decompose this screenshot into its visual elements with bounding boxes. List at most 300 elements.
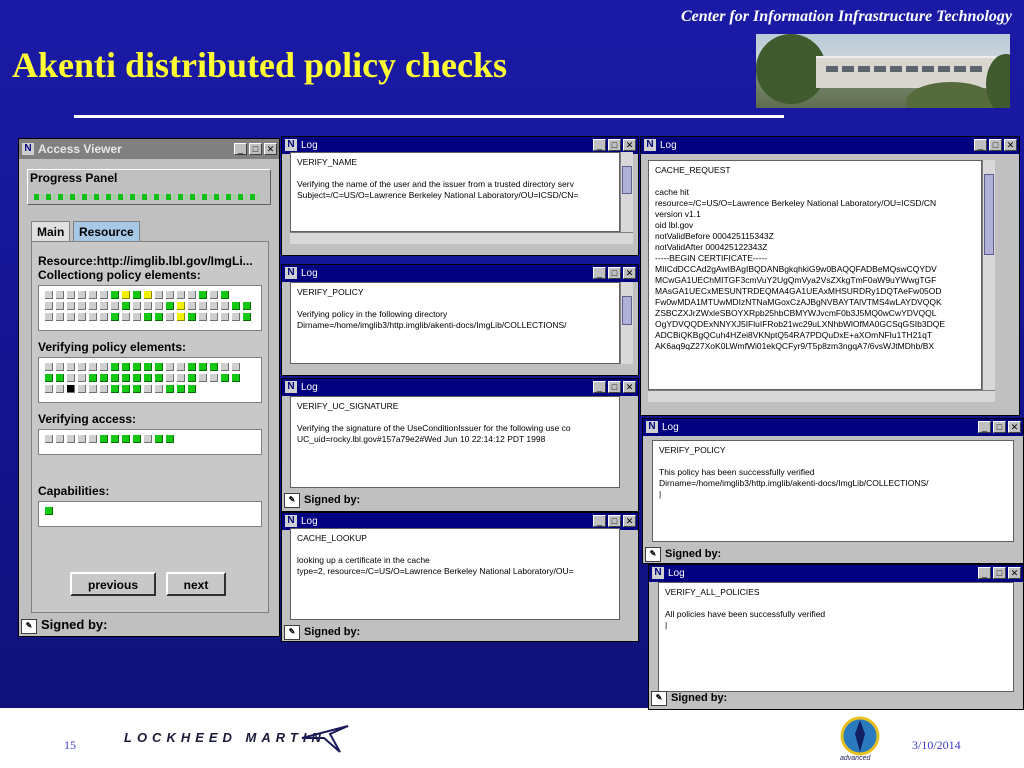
log-line: Verifying the signature of the UseConditionIssuer for the following use co <box>297 423 571 433</box>
status-square <box>89 374 97 382</box>
status-square <box>232 302 240 310</box>
progress-segment <box>118 194 123 200</box>
progress-segment <box>190 194 195 200</box>
status-square <box>45 507 53 515</box>
log-line: MCwGA1UEChMITGF3cmVuY2UgQmVya2VsZXkgTmF0aW9uYWwgTGF <box>655 275 937 285</box>
log-text[interactable] <box>290 396 620 488</box>
status-square <box>221 374 229 382</box>
status-square <box>78 435 86 443</box>
log-line: MIICdDCCAd2gAwIBAgIBQDANBgkqhkiG9w0BAQQFADBeMQswCQYDV <box>655 264 937 274</box>
progress-segment <box>106 194 111 200</box>
next-button[interactable]: next <box>166 572 226 596</box>
log-line <box>297 298 613 309</box>
status-square <box>111 302 119 310</box>
group-box <box>38 285 262 331</box>
tab-resource[interactable]: Resource <box>73 221 140 241</box>
minimize-button[interactable]: _ <box>978 567 991 579</box>
log-title: Log <box>662 422 679 433</box>
progress-segment <box>70 194 75 200</box>
status-square <box>67 302 75 310</box>
progress-panel <box>27 169 271 205</box>
progress-segment <box>58 194 63 200</box>
signed-by-bar <box>645 546 721 562</box>
status-square <box>155 385 163 393</box>
status-square <box>144 302 152 310</box>
progress-segment <box>173 194 176 200</box>
group-box <box>38 429 262 455</box>
status-row <box>43 300 252 311</box>
vertical-scrollbar[interactable] <box>620 282 633 364</box>
close-button[interactable]: ✕ <box>623 381 636 393</box>
progress-segment <box>65 194 68 200</box>
progress-segment <box>137 194 140 200</box>
signature-icon: ✎ <box>645 547 661 562</box>
group-label: Capabilities: <box>38 484 110 498</box>
vertical-scrollbar[interactable] <box>620 152 633 232</box>
status-square <box>67 435 75 443</box>
log-titlebar[interactable] <box>649 565 1023 582</box>
status-square <box>177 302 185 310</box>
status-square <box>122 302 130 310</box>
progress-segment <box>53 194 56 200</box>
maximize-button[interactable]: □ <box>608 139 621 151</box>
group-label: Collectiong policy elements: <box>38 268 201 282</box>
log-line: resource=/C=US/O=Lawrence Berkeley National Laboratory/OU=ICSD/CN <box>655 198 937 208</box>
log-line: notValidBefore 000425115343Z <box>655 231 774 241</box>
status-square <box>199 363 207 371</box>
log-line: looking up a certificate in the cache <box>297 555 430 565</box>
slide-title: Akenti distributed policy checks <box>12 45 508 85</box>
status-square <box>221 363 229 371</box>
log-line: type=2, resource=/C=US/O=Lawrence Berkeley National Laboratory/OU= <box>297 566 574 576</box>
maximize-button[interactable]: □ <box>608 381 621 393</box>
status-square <box>188 374 196 382</box>
status-square <box>111 363 119 371</box>
minimize-button[interactable]: _ <box>234 143 247 155</box>
tab-content <box>31 241 269 613</box>
log-line: Verifying the name of the user and the issuer from a trusted directory serv <box>297 179 574 189</box>
log-title: Log <box>301 382 318 393</box>
status-square <box>133 374 141 382</box>
title-rule <box>74 115 784 118</box>
maximize-button[interactable]: □ <box>608 267 621 279</box>
resource-url: Resource:http://imglib.lbl.gov/ImgLi... <box>38 254 253 268</box>
log-line: cache hit <box>655 187 690 197</box>
status-square <box>111 385 119 393</box>
close-button[interactable]: ✕ <box>1008 421 1021 433</box>
maximize-button[interactable]: □ <box>608 515 621 527</box>
status-square <box>188 313 196 321</box>
maximize-button[interactable]: □ <box>993 421 1006 433</box>
tab-main[interactable]: Main <box>31 221 70 241</box>
status-square <box>133 363 141 371</box>
progress-segment <box>185 194 188 200</box>
minimize-button[interactable]: _ <box>593 381 606 393</box>
status-square <box>78 313 86 321</box>
log-line: Subject=/C=US/O=Lawrence Berkeley National Laboratory/OU=ICSD/CN= <box>297 190 579 200</box>
minimize-button[interactable]: _ <box>974 139 987 151</box>
status-row <box>43 311 252 322</box>
log-line: Fw0wMDA1MTUwMDIzNTNaMGoxCzAJBgNVBAYTAlVTMS4wLAYDVQQK <box>655 297 942 307</box>
status-square <box>133 385 141 393</box>
status-square <box>155 313 163 321</box>
minimize-button[interactable]: _ <box>593 515 606 527</box>
log-line: oid lbl.gov <box>655 220 694 230</box>
status-square <box>67 291 75 299</box>
group-box <box>38 357 262 403</box>
status-square <box>45 385 53 393</box>
status-square <box>188 291 196 299</box>
status-square <box>56 374 64 382</box>
status-square <box>122 435 130 443</box>
log-line: CACHE_REQUEST <box>655 165 731 175</box>
tab-strip <box>31 221 271 243</box>
progress-segment <box>197 194 200 200</box>
access-viewer-window <box>18 138 280 637</box>
status-square <box>133 302 141 310</box>
scroll-thumb[interactable] <box>622 296 632 325</box>
status-square <box>166 313 174 321</box>
signature-icon: ✎ <box>284 493 300 508</box>
log-line: CACHE_LOOKUP <box>297 533 367 543</box>
status-square <box>45 313 53 321</box>
status-square <box>111 291 119 299</box>
progress-segment <box>221 194 224 200</box>
group-label: Verifying access: <box>38 412 137 426</box>
status-square <box>45 363 53 371</box>
minimize-button[interactable]: _ <box>593 267 606 279</box>
status-square <box>210 302 218 310</box>
status-row <box>43 361 241 372</box>
status-square <box>122 374 130 382</box>
log-text[interactable] <box>648 160 982 390</box>
status-square <box>155 363 163 371</box>
minimize-button[interactable]: _ <box>593 139 606 151</box>
status-square <box>221 302 229 310</box>
lockheed-martin-logo: LOCKHEED MARTIN <box>124 730 326 745</box>
signed-label: Signed by: <box>41 617 108 632</box>
log-line: Dirname=/home/imglib3/http.imglib/akenti-docs/ImgLib/COLLECTIONS/ <box>297 320 567 330</box>
status-square <box>56 291 64 299</box>
status-square <box>78 302 86 310</box>
log-line <box>659 456 1007 467</box>
status-square <box>45 435 53 443</box>
log-line: OgYDVQQDExNNYXJ5IFluIFRob21wc29uLXNhbWlOfMA0GCSqGSIb3DQE <box>655 319 946 329</box>
log-line: VERIFY_NAME <box>297 157 357 167</box>
log-title: Log <box>668 568 685 579</box>
log-text[interactable] <box>290 282 620 364</box>
window-icon: N <box>285 515 297 527</box>
log-title: Log <box>301 268 318 279</box>
progress-segment <box>46 194 51 200</box>
signed-label: Signed by: <box>304 626 361 638</box>
signed-label: Signed by: <box>304 494 361 506</box>
log-line <box>665 598 1007 609</box>
status-square <box>111 313 119 321</box>
slide-date: 3/10/2014 <box>912 738 961 752</box>
group-label: Verifying policy elements: <box>38 340 187 354</box>
progress-segment <box>77 194 80 200</box>
log-text[interactable] <box>290 528 620 620</box>
log-title: Log <box>301 516 318 527</box>
status-square <box>166 385 174 393</box>
status-square <box>45 291 53 299</box>
scroll-thumb[interactable] <box>984 174 994 255</box>
status-square <box>122 385 130 393</box>
progress-segment <box>233 194 236 200</box>
status-square <box>210 374 218 382</box>
progress-segment <box>41 194 44 200</box>
progress-segment <box>94 194 99 200</box>
status-square <box>56 313 64 321</box>
status-square <box>78 291 86 299</box>
status-square <box>243 302 251 310</box>
window-icon: N <box>646 421 658 433</box>
signed-by-bar <box>651 690 727 706</box>
progress-segment <box>214 194 219 200</box>
log-line: VERIFY_POLICY <box>659 445 726 455</box>
log-titlebar[interactable] <box>643 419 1023 436</box>
log-title: Log <box>301 140 318 151</box>
status-square <box>45 302 53 310</box>
progress-segment <box>257 194 260 200</box>
status-square <box>188 385 196 393</box>
status-square <box>67 363 75 371</box>
log-line: version v1.1 <box>655 209 701 219</box>
status-square <box>243 313 251 321</box>
status-row <box>43 372 241 383</box>
progress-label: Progress Panel <box>30 171 118 185</box>
status-square <box>100 302 108 310</box>
signature-icon: ✎ <box>651 691 667 706</box>
status-square <box>89 302 97 310</box>
signature-icon: ✎ <box>21 619 37 634</box>
status-square <box>89 435 97 443</box>
status-square <box>45 374 53 382</box>
status-square <box>221 313 229 321</box>
status-row <box>43 289 230 300</box>
window-icon: N <box>652 567 664 579</box>
close-button[interactable]: ✕ <box>623 515 636 527</box>
status-square <box>166 291 174 299</box>
status-square <box>232 313 240 321</box>
log-titlebar[interactable] <box>282 265 638 282</box>
status-square <box>188 302 196 310</box>
status-square <box>188 363 196 371</box>
status-square <box>122 313 130 321</box>
log-line: Dirname=/home/imglib3/http.imglib/akenti-docs/ImgLib/COLLECTIONS/ <box>659 478 929 488</box>
status-square <box>144 313 152 321</box>
log-line: VERIFY_POLICY <box>297 287 364 297</box>
progress-segment <box>89 194 92 200</box>
status-square <box>199 374 207 382</box>
log-text[interactable] <box>658 582 1014 692</box>
status-square <box>56 363 64 371</box>
log-line: All policies have been successfully verified <box>665 609 826 619</box>
status-square <box>155 435 163 443</box>
close-button[interactable]: ✕ <box>264 143 277 155</box>
status-square <box>177 291 185 299</box>
status-square <box>67 374 75 382</box>
close-button[interactable]: ✕ <box>623 139 636 151</box>
window-icon: N <box>285 139 297 151</box>
status-square <box>144 385 152 393</box>
log-line <box>297 412 613 423</box>
log-line: ZSBCZXJrZWxleSBOYXRpb25hbCBMYWJvcmF0b3J5MQ0wCwYDVQQL <box>655 308 937 318</box>
progress-segment <box>101 194 104 200</box>
progress-segment <box>34 194 39 200</box>
status-row <box>43 433 175 444</box>
log-line <box>655 176 975 187</box>
log-line: ADCBiQKBgQCuh4HZei8VKNptQ54RA7PDQuDxE+aXOmNFIu1TH21qT <box>655 330 933 340</box>
status-square <box>111 435 119 443</box>
log-title: Log <box>660 140 677 151</box>
log-line: VERIFY_ALL_POLICIES <box>665 587 760 597</box>
status-square <box>122 291 130 299</box>
window-icon: N <box>644 139 656 151</box>
horizontal-scrollbar[interactable] <box>648 390 995 402</box>
status-square <box>56 385 64 393</box>
log-line: notValidAfter 000425122343Z <box>655 242 768 252</box>
status-square <box>166 302 174 310</box>
log-line: MAsGA1UECxMESUNTRDEQMA4GA1UEAxMHSURDRy1DQTAeFw05OD <box>655 286 942 296</box>
progress-segment <box>178 194 183 200</box>
status-square <box>56 302 64 310</box>
status-square <box>199 313 207 321</box>
scroll-thumb[interactable] <box>622 166 632 194</box>
status-square <box>177 363 185 371</box>
progress-segment <box>202 194 207 200</box>
close-button[interactable]: ✕ <box>623 267 636 279</box>
log-titlebar[interactable] <box>282 379 638 396</box>
status-square <box>133 313 141 321</box>
status-square <box>155 374 163 382</box>
access-viewer-titlebar[interactable] <box>19 139 279 159</box>
minimize-button[interactable]: _ <box>978 421 991 433</box>
status-square <box>155 302 163 310</box>
signed-by-bar <box>21 617 107 633</box>
progress-segment <box>130 194 135 200</box>
status-square <box>78 385 86 393</box>
progress-bar <box>34 194 260 200</box>
status-square <box>177 374 185 382</box>
status-square <box>155 291 163 299</box>
previous-button[interactable]: previous <box>70 572 156 596</box>
vertical-scrollbar[interactable] <box>982 160 995 390</box>
signed-label: Signed by: <box>671 692 728 704</box>
status-square <box>67 385 75 393</box>
log-line: Verifying policy in the following directory <box>297 309 448 319</box>
close-button[interactable]: ✕ <box>1004 139 1017 151</box>
status-square <box>100 435 108 443</box>
status-square <box>210 363 218 371</box>
status-row <box>43 383 197 394</box>
status-square <box>232 363 240 371</box>
signed-by-bar <box>284 492 360 508</box>
signed-label: Signed by: <box>665 548 722 560</box>
status-square <box>144 374 152 382</box>
status-square <box>144 291 152 299</box>
log-line <box>297 168 613 179</box>
maximize-button[interactable]: □ <box>993 567 1006 579</box>
window-icon: N <box>285 381 297 393</box>
progress-segment <box>166 194 171 200</box>
signed-by-bar <box>284 624 360 640</box>
window-icon: N <box>285 267 297 279</box>
status-square <box>111 374 119 382</box>
horizontal-scrollbar[interactable] <box>290 232 633 244</box>
progress-segment <box>226 194 231 200</box>
status-row <box>43 505 54 516</box>
status-square <box>166 374 174 382</box>
status-square <box>144 435 152 443</box>
log-line: VERIFY_UC_SIGNATURE <box>297 401 399 411</box>
status-square <box>122 363 130 371</box>
status-square <box>177 385 185 393</box>
status-square <box>199 291 207 299</box>
status-square <box>100 363 108 371</box>
progress-segment <box>245 194 248 200</box>
status-square <box>89 363 97 371</box>
status-square <box>232 374 240 382</box>
close-button[interactable]: ✕ <box>1008 567 1021 579</box>
status-square <box>166 363 174 371</box>
maximize-button[interactable]: □ <box>989 139 1002 151</box>
log-line: | <box>659 489 662 499</box>
progress-segment <box>82 194 87 200</box>
window-title: Access Viewer <box>38 142 122 156</box>
progress-segment <box>149 194 152 200</box>
status-square <box>56 435 64 443</box>
log-line <box>297 544 613 555</box>
window-icon: N <box>22 143 34 155</box>
log-line: UC_uid=rocky.lbl.gov#157a79e2#Wed Jun 10 22:14:12 PDT 1998 <box>297 434 546 444</box>
status-square <box>100 291 108 299</box>
star-logo-icon <box>300 712 350 754</box>
status-square <box>89 385 97 393</box>
status-square <box>210 291 218 299</box>
group-box <box>38 501 262 527</box>
maximize-button[interactable]: □ <box>249 143 262 155</box>
log-text[interactable] <box>290 152 620 232</box>
log-line: This policy has been successfully verified <box>659 467 815 477</box>
progress-segment <box>161 194 164 200</box>
status-square <box>177 313 185 321</box>
status-square <box>78 363 86 371</box>
log-text[interactable] <box>652 440 1014 542</box>
progress-segment <box>125 194 128 200</box>
advanced-logo-text: advanced <box>840 755 871 762</box>
progress-segment <box>209 194 212 200</box>
progress-segment <box>154 194 159 200</box>
progress-segment <box>238 194 243 200</box>
log-line: | <box>665 620 668 630</box>
progress-segment <box>113 194 116 200</box>
page-number: 15 <box>64 738 76 752</box>
status-square <box>89 291 97 299</box>
status-square <box>89 313 97 321</box>
building-photo <box>756 34 1010 108</box>
status-square <box>144 363 152 371</box>
status-square <box>100 374 108 382</box>
status-square <box>210 313 218 321</box>
status-square <box>78 374 86 382</box>
signature-icon: ✎ <box>284 625 300 640</box>
status-square <box>100 385 108 393</box>
status-square <box>67 313 75 321</box>
log-titlebar[interactable] <box>641 137 1019 154</box>
status-square <box>133 435 141 443</box>
